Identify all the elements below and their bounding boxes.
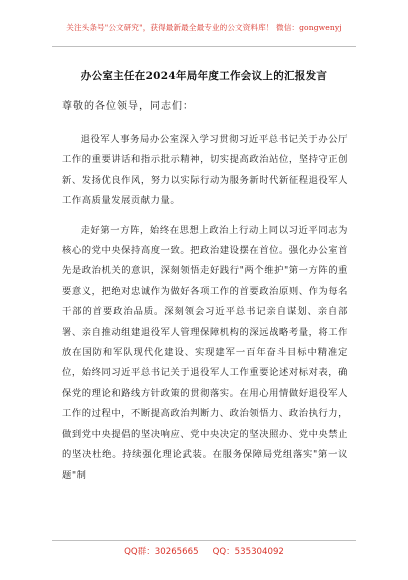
paragraph: 走好第一方阵，始终在思想上政治上行动上同以习近平同志为核心的党中央保持高度一致。把政治建设摆在首位。强化办公室首先是政治机关的意识，深刻领悟走好践行"两个维护"第一方阵的重要意义，把绝对忠诚作为做好各项工作的首要政治原则、作为每名干部的首要政治品质。深刻领会习近平总书记亲自谋划、亲自部署、亲自推动组建退役军人管理保障机构的深远战略考量，将工作放在国防和军队现代化建设、实现建军一百年奋斗目标中精准定位，始终同习近平总书记关于退役军人工作重要论述对标对表，确保党的理论和路线方针政策的贯彻落实。在用心用情做好退役军人工作的过程中，不断提高政治判断力、政治领悟力、政治执行力，做到党中央提倡的坚决响应、党中央决定的坚决照办、党中央禁止的坚决杜绝。持续强化理论武装。在服务保障局党组落实"第一议题"制 xyxy=(62,224,348,481)
header-banner: 关注头条号"公文研究"，获得最新最全最专业的公文资料库！ 微信：gongwenyj xyxy=(66,23,342,32)
document-body xyxy=(62,130,348,486)
document-title: 办公室主任在2024年局年度工作会议上的汇报发言 xyxy=(80,70,328,82)
qq-number: QQ：535304092 xyxy=(212,547,284,557)
footer-divider xyxy=(52,540,356,541)
header-divider xyxy=(52,46,356,47)
paragraph: 退役军人事务局办公室深入学习贯彻习近平总书记关于办公厅工作的重要讲话和指示批示精神，切实提高政治站位，坚持守正创新、发扬优良作风，努力以实际行动为服务新时代新征程退役军人工作高质量发展贡献力量。 xyxy=(62,134,348,207)
qq-group-number: QQ群：30265665 xyxy=(124,547,199,557)
salutation: 尊敬的各位领导，同志们： xyxy=(62,101,194,112)
footer-contact xyxy=(0,545,408,557)
